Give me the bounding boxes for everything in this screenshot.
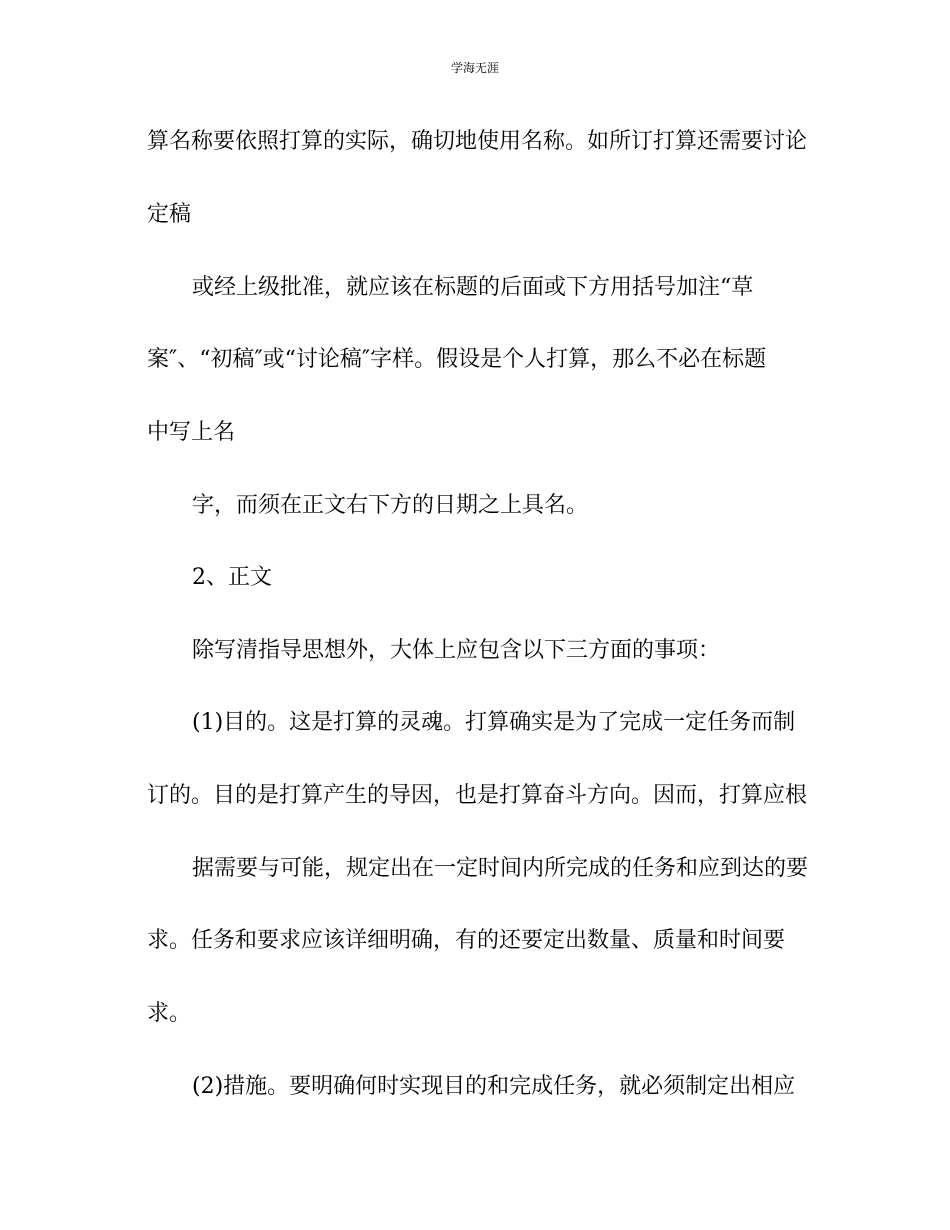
body-line-4: 案″、“初稿″或“讨论稿″字样。假设是个人打算，那么不必在标题 [147, 347, 767, 372]
body-line-9: (1)目的。这是打算的灵魂。打算确实是为了完成一定任务而制 [192, 710, 796, 735]
body-line-3: 或经上级批准，就应该在标题的后面或下方用括号加注“草 [192, 275, 754, 300]
body-line-13: 求。 [147, 1001, 192, 1026]
body-line-6: 字，而须在正文右下方的日期之上具名。 [192, 493, 589, 518]
body-line-11: 据需要与可能，规定出在一定时间内所完成的任务和应到达的要 [192, 856, 809, 881]
body-line-14: (2)措施。要明确何时实现目的和完成任务，就必须制定出相应 [192, 1074, 796, 1099]
body-line-12: 求。任务和要求应该详细明确，有的还要定出数量、质量和时间要 [147, 928, 786, 953]
body-line-5: 中写上名 [147, 420, 236, 445]
section-heading-body: 2、正文 [192, 565, 272, 590]
page-header: 学海无涯 [450, 61, 499, 75]
body-line-2: 定稿 [147, 202, 192, 227]
body-line-1: 算名称要依照打算的实际，确切地使用名称。如所订打算还需要讨论 [147, 129, 808, 154]
body-line-10: 订的。目的是打算产生的导因，也是打算奋斗方向。因而，打算应根 [147, 783, 808, 808]
body-line-8: 除写清指导思想外，大体上应包含以下三方面的事项： [192, 638, 721, 663]
